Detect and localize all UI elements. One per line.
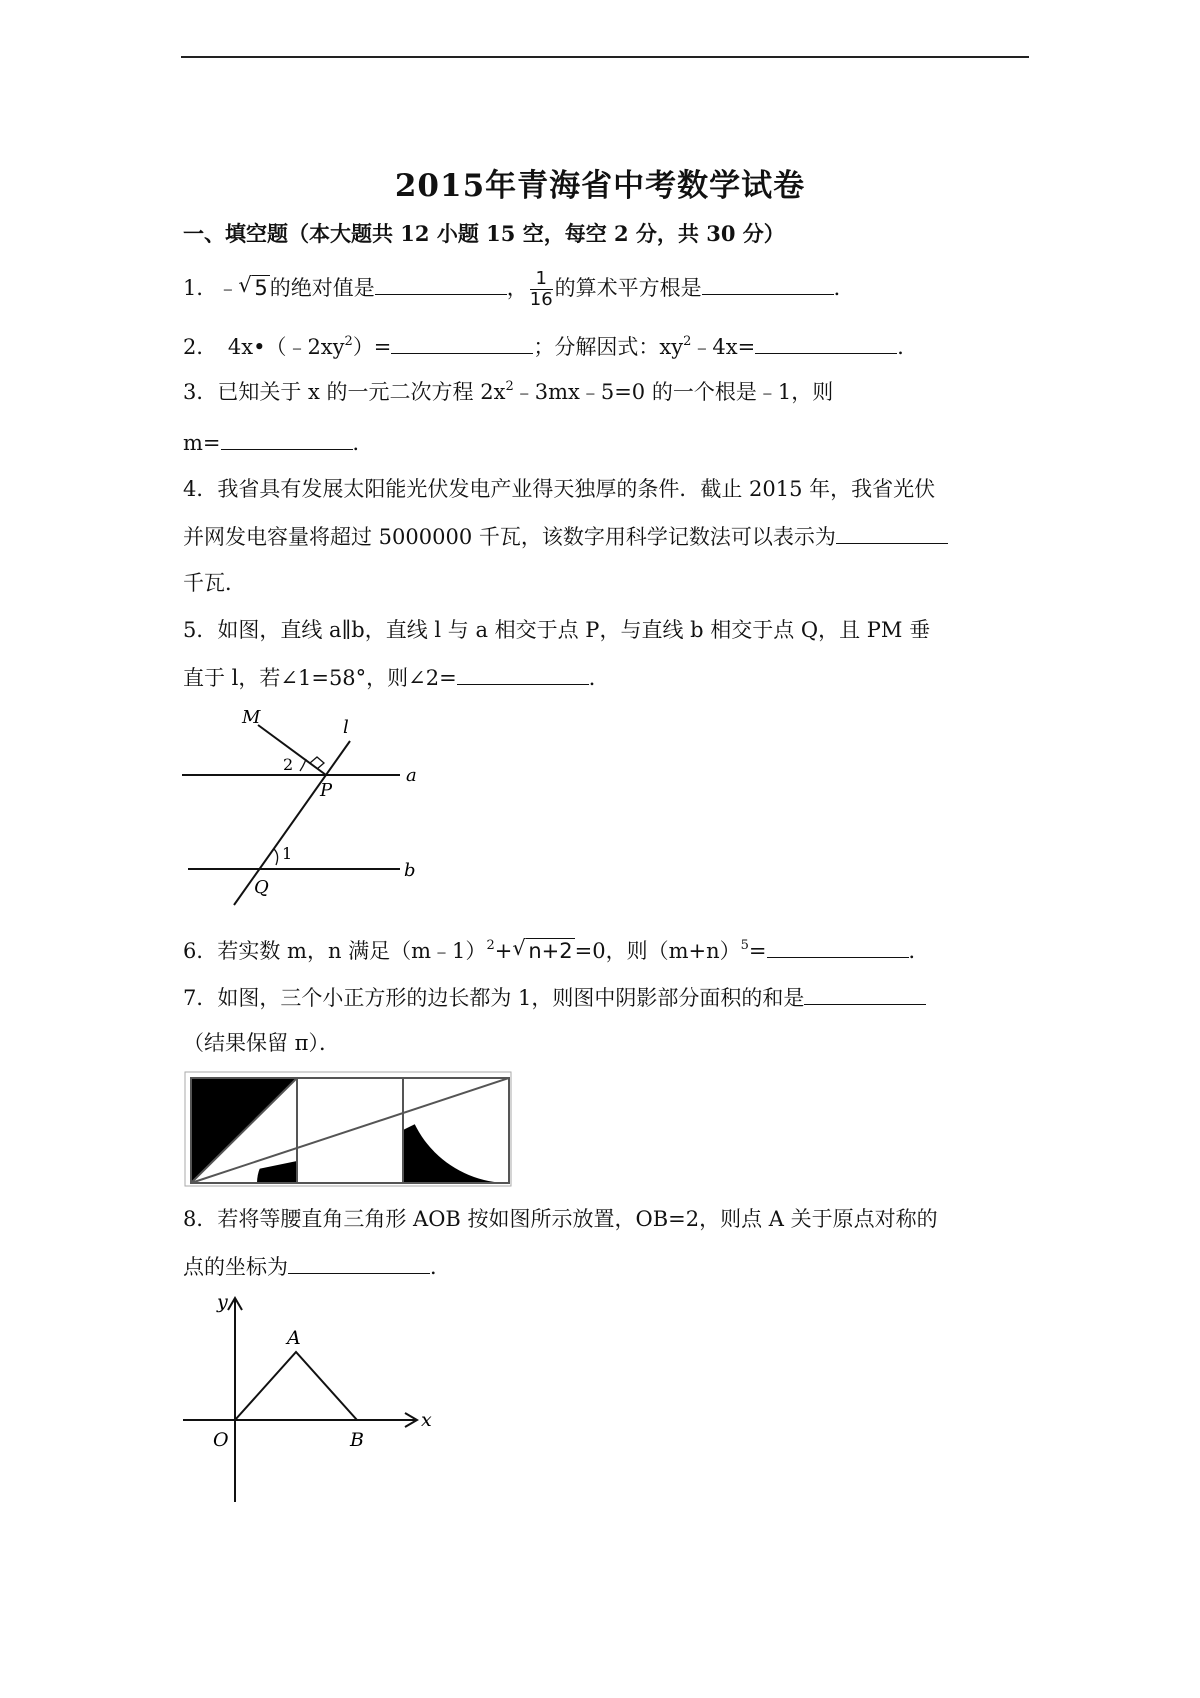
q2-text-2: ）= bbox=[352, 335, 392, 359]
question-5-line-1: 5．如图，直线 a∥b，直线 l 与 a 相交于点 P，与直线 b 相交于点 Q，且 PM 垂 bbox=[183, 618, 931, 642]
sqrt-n-plus-2: √ n+2 bbox=[512, 936, 573, 963]
question-6 bbox=[183, 935, 1023, 966]
q5-end: ． bbox=[588, 666, 610, 690]
q2-text-4: ﹣4x= bbox=[691, 335, 756, 359]
q8-text: 点的坐标为 bbox=[183, 1255, 288, 1279]
q1-text-1: 的绝对值是 bbox=[269, 276, 375, 300]
q4-text-2: 并网发电容量将超过 5000000 千瓦，该数字用科学记数法可以表示为 bbox=[183, 525, 836, 549]
label-angle-1: 1 bbox=[282, 844, 293, 863]
question-2 bbox=[183, 331, 1023, 362]
question-3 bbox=[183, 377, 1023, 407]
label-A: A bbox=[287, 1327, 301, 1349]
q3-text-1: 3．已知关于 x 的一元二次方程 2x bbox=[183, 380, 506, 404]
question-5-line-2 bbox=[183, 662, 1023, 693]
figure-three-squares bbox=[183, 1070, 513, 1188]
answer-blank bbox=[391, 331, 533, 354]
answer-blank bbox=[375, 272, 507, 295]
q1-comma: ， bbox=[506, 276, 528, 300]
q2-exp-1: 2 bbox=[344, 334, 353, 349]
q6-exp-1: 2 bbox=[486, 938, 495, 953]
answer-blank bbox=[755, 331, 897, 354]
angle-1-arc bbox=[274, 849, 278, 865]
q6-text-2: =0，则（m+n） bbox=[574, 939, 741, 963]
label-b: b bbox=[404, 860, 416, 881]
q3-text-2: ﹣3mx﹣5=0 的一个根是﹣1，则 bbox=[513, 380, 834, 404]
q8-end: ． bbox=[430, 1255, 451, 1279]
answer-blank bbox=[804, 982, 926, 1005]
figure-coordinate-triangle bbox=[175, 1290, 445, 1505]
q3-end: ． bbox=[352, 431, 374, 455]
q7-text: 7．如图，三个小正方形的边长都为 1，则图中阴影部分面积的和是 bbox=[183, 986, 805, 1010]
q2-text-1: 2． 4x•（﹣2xy bbox=[183, 335, 345, 359]
question-1 bbox=[183, 269, 1023, 310]
q6-plus: + bbox=[494, 939, 513, 963]
question-4-line-3: 千瓦． bbox=[183, 571, 246, 595]
section-heading: 一、填空题（本大题共 12 小题 15 空，每空 2 分，共 30 分） bbox=[183, 221, 785, 246]
q5-text: 直于 l，若∠1=58°，则∠2= bbox=[183, 666, 457, 690]
question-8-line-1: 8．若将等腰直角三角形 AOB 按如图所示放置，OB=2，则点 A 关于原点对称的 bbox=[183, 1207, 938, 1231]
q2-end: ． bbox=[897, 335, 919, 359]
label-x: x bbox=[421, 1409, 432, 1431]
answer-blank bbox=[288, 1251, 430, 1274]
question-7-line-2: （结果保留 π）． bbox=[183, 1031, 340, 1055]
q6-exp-2: 5 bbox=[740, 938, 749, 953]
label-y: y bbox=[217, 1291, 228, 1313]
question-4-line-2 bbox=[183, 521, 1023, 552]
question-8-line-2 bbox=[183, 1251, 1023, 1282]
question-3-cont bbox=[183, 427, 1023, 458]
label-P: P bbox=[320, 780, 333, 801]
q3-text-3: m= bbox=[183, 431, 221, 455]
label-a: a bbox=[406, 765, 417, 786]
header-rule bbox=[181, 56, 1029, 58]
q6-text-1: 6．若实数 m，n 满足（m﹣1） bbox=[183, 939, 487, 963]
q1-text-2: 的算术平方根是 bbox=[554, 276, 702, 300]
fraction-1-16: $\frac{1}{16}$ bbox=[529, 268, 553, 310]
answer-blank bbox=[457, 662, 589, 685]
angle-2-arc bbox=[300, 759, 306, 771]
triangle-aob bbox=[235, 1352, 357, 1420]
q6-end: ． bbox=[908, 939, 930, 963]
label-Q: Q bbox=[254, 877, 269, 898]
question-4-line-1: 4．我省具有发展太阳能光伏发电产业得天独厚的条件．截止 2015 年，我省光伏 bbox=[183, 477, 936, 501]
q1-prefix: 1．﹣ bbox=[183, 276, 239, 300]
label-angle-2: 2 bbox=[283, 755, 294, 774]
q2-exp-2: 2 bbox=[683, 334, 692, 349]
sqrt-5: √ 5 bbox=[238, 273, 268, 300]
q3-exp: 2 bbox=[505, 379, 514, 394]
label-O: O bbox=[213, 1429, 229, 1451]
question-7-line-1 bbox=[183, 982, 1023, 1013]
q2-text-3: ；分解因式：xy bbox=[533, 335, 684, 359]
answer-blank bbox=[836, 521, 948, 544]
answer-blank bbox=[221, 427, 353, 450]
figure-parallel-lines bbox=[170, 705, 430, 910]
answer-blank bbox=[767, 935, 909, 958]
q6-text-3: = bbox=[748, 939, 767, 963]
label-l: l bbox=[343, 717, 349, 738]
label-M: M bbox=[242, 707, 261, 728]
answer-blank bbox=[702, 272, 834, 295]
page-title: 2015年青海省中考数学试卷 bbox=[394, 168, 806, 204]
q1-end: ． bbox=[833, 276, 855, 300]
label-B: B bbox=[350, 1429, 364, 1451]
